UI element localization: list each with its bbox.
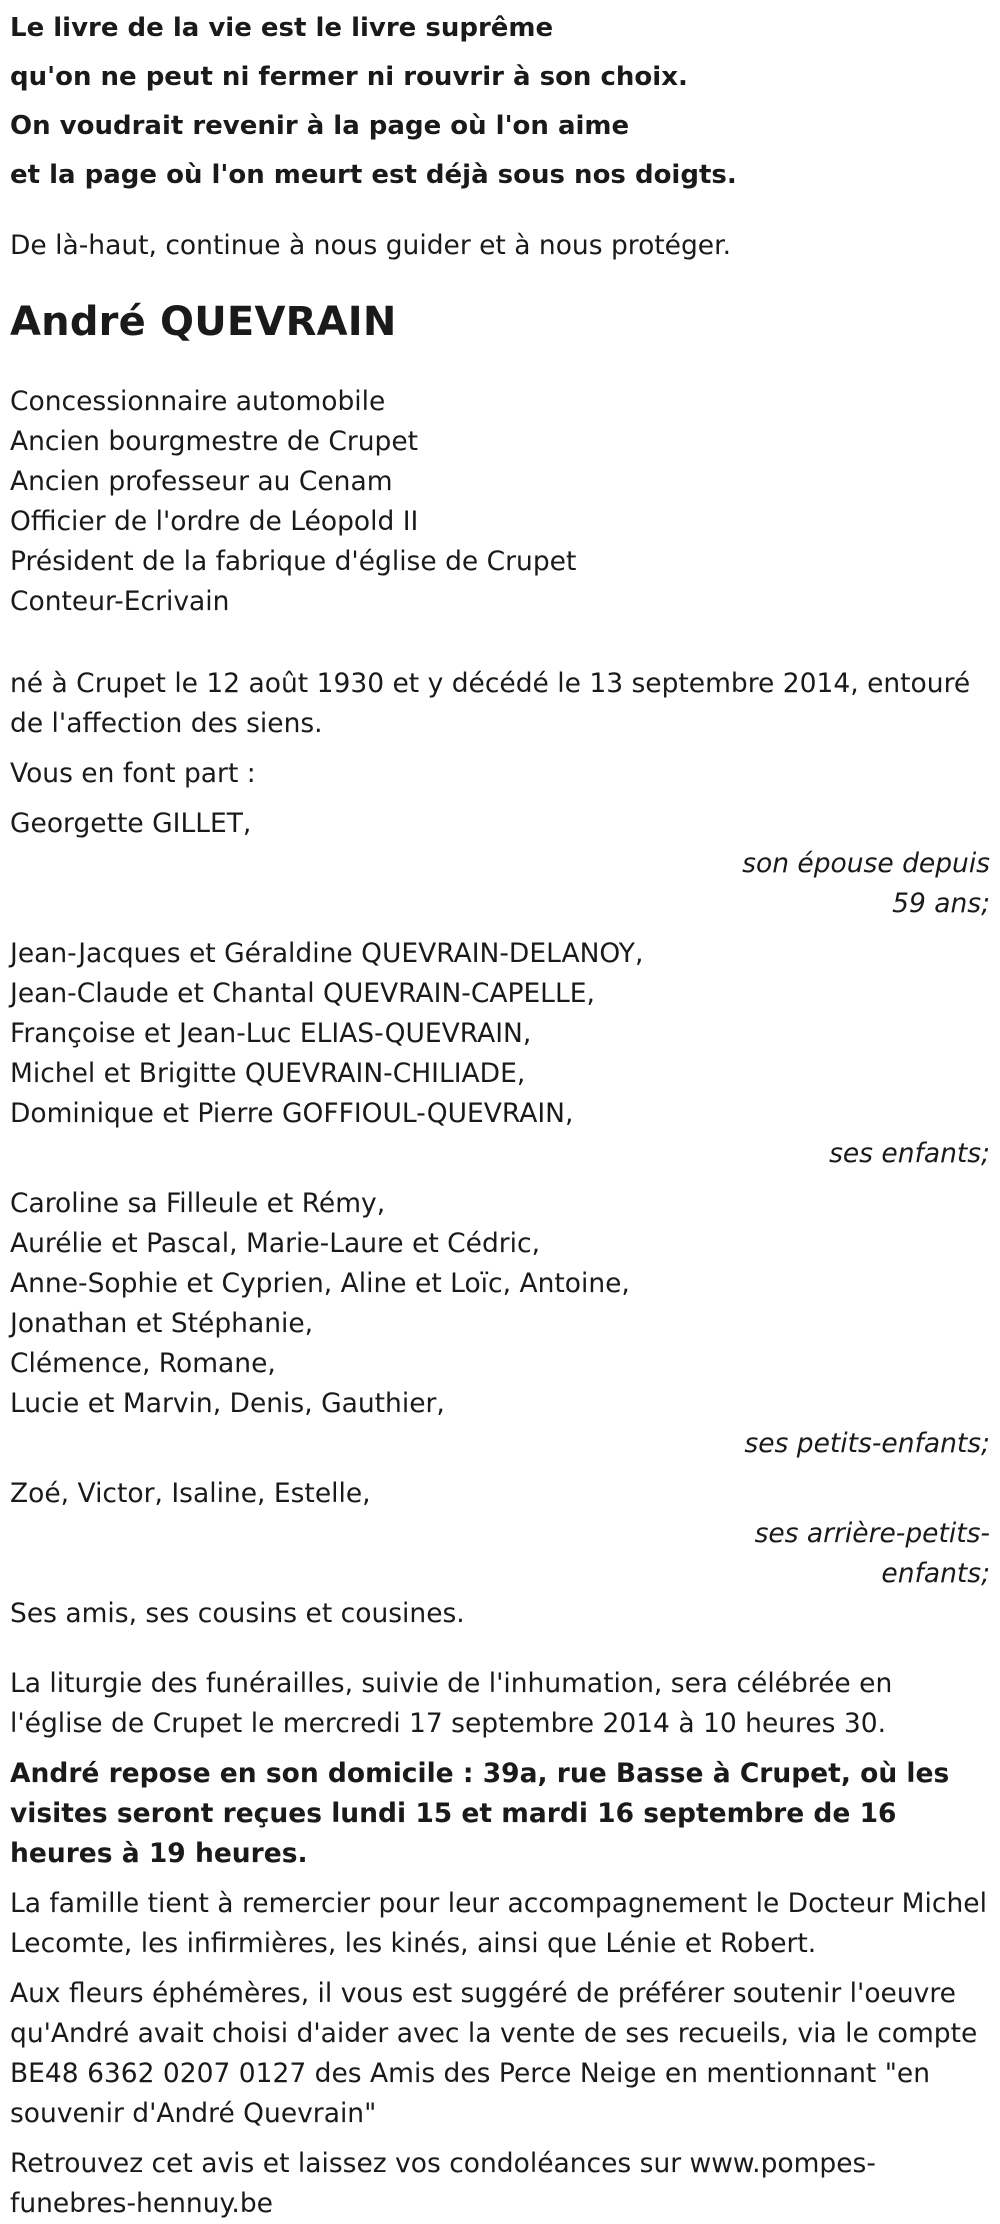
grandchild-name: Lucie et Marvin, Denis, Gauthier,: [10, 1388, 445, 1419]
poem-line: On voudrait revenir à la page où l'on aime: [10, 111, 630, 141]
spouse-section: [10, 804, 990, 924]
thanks-text: La famille tient à remercier pour leur accompagnement le Docteur Michel Lecomte, les infirmières, les kinés, ainsi que Lénie et Robert.: [10, 1888, 987, 1959]
title-item: Président de la fabrique d'église de Crupet: [10, 546, 577, 577]
great-grandchildren-label-line: ses arrière-petits-: [754, 1518, 990, 1549]
child-name: Michel et Brigitte QUEVRAIN-CHILIADE,: [10, 1058, 526, 1089]
children-label: ses enfants;: [829, 1138, 990, 1169]
grandchild-name: Clémence, Romane,: [10, 1348, 276, 1379]
birth-death-text: né à Crupet le 12 août 1930 et y décédé le 13 septembre 2014, entouré de l'affection des siens.: [10, 668, 971, 739]
friends-text: Ses amis, ses cousins et cousines.: [10, 1598, 465, 1629]
visit-text: André repose en son domicile : 39a, rue Basse à Crupet, où les visites seront reçues lundi 15 et mardi 16 septembre de 16 heures à 19 heures.: [10, 1758, 950, 1869]
grandchild-name: Jonathan et Stéphanie,: [10, 1308, 314, 1339]
child-name: Dominique et Pierre GOFFIOUL-QUEVRAIN,: [10, 1098, 574, 1129]
poem-line: Le livre de la vie est le livre suprême: [10, 13, 554, 43]
title-item: Conteur-Ecrivain: [10, 586, 230, 617]
child-name: Jean-Jacques et Géraldine QUEVRAIN-DELANOY,: [10, 938, 644, 969]
grandchild-name: Anne-Sophie et Cyprien, Aline et Loïc, Antoine,: [10, 1268, 630, 1299]
grandchild-name: Caroline sa Filleule et Rémy,: [10, 1188, 386, 1219]
intro-text: Vous en font part :: [10, 758, 256, 789]
title-item: Ancien bourgmestre de Crupet: [10, 426, 419, 457]
spouse-label-line: son épouse depuis: [742, 848, 990, 879]
title-item: Concessionnaire automobile: [10, 386, 386, 417]
children-section: [10, 934, 990, 1174]
titles-list: [10, 382, 990, 622]
flowers-text: Aux fleurs éphémères, il vous est suggéré de préférer soutenir l'oeuvre qu'André avait choisi d'aider avec la vente de ses recueils, via le compte BE48 6362 0207 0127 des Amis des Perce Neige en mentionnant "en souvenir d'André Quevrain": [10, 1978, 978, 2129]
obituary-text: [10, 4, 990, 2224]
grandchildren-label: ses petits-enfants;: [744, 1428, 990, 1459]
deceased-name: André QUEVRAIN: [10, 299, 397, 345]
great-grandchildren-label: [10, 1514, 990, 1594]
spouse-name: Georgette GILLET,: [10, 808, 252, 839]
child-name: Jean-Claude et Chantal QUEVRAIN-CAPELLE,: [10, 978, 595, 1009]
poem: [10, 4, 990, 200]
great-grandchildren-section: [10, 1474, 990, 1594]
great-grandchildren-label-line: enfants;: [881, 1558, 990, 1589]
title-item: Ancien professeur au Cenam: [10, 466, 393, 497]
great-grandchild-name: Zoé, Victor, Isaline, Estelle,: [10, 1478, 371, 1509]
title-item: Officier de l'ordre de Léopold II: [10, 506, 419, 537]
obituary-page: [0, 4, 1000, 2219]
motto: De là-haut, continue à nous guider et à nous protéger.: [10, 230, 731, 261]
liturgy-text: La liturgie des funérailles, suivie de l'inhumation, sera célébrée en l'église de Crupet le mercredi 17 septembre 2014 à 10 heures 30.: [10, 1668, 893, 1739]
child-name: Françoise et Jean-Luc ELIAS-QUEVRAIN,: [10, 1018, 532, 1049]
grandchildren-section: [10, 1184, 990, 1464]
grandchild-name: Aurélie et Pascal, Marie-Laure et Cédric,: [10, 1228, 541, 1259]
poem-line: qu'on ne peut ni fermer ni rouvrir à son choix.: [10, 62, 688, 92]
spouse-label-line: 59 ans;: [892, 888, 990, 919]
poem-line: et la page où l'on meurt est déjà sous nos doigts.: [10, 160, 737, 190]
spouse-label: [10, 844, 990, 924]
website-text: Retrouvez cet avis et laissez vos condoléances sur www.pompes-funebres-hennuy.be: [10, 2148, 876, 2219]
